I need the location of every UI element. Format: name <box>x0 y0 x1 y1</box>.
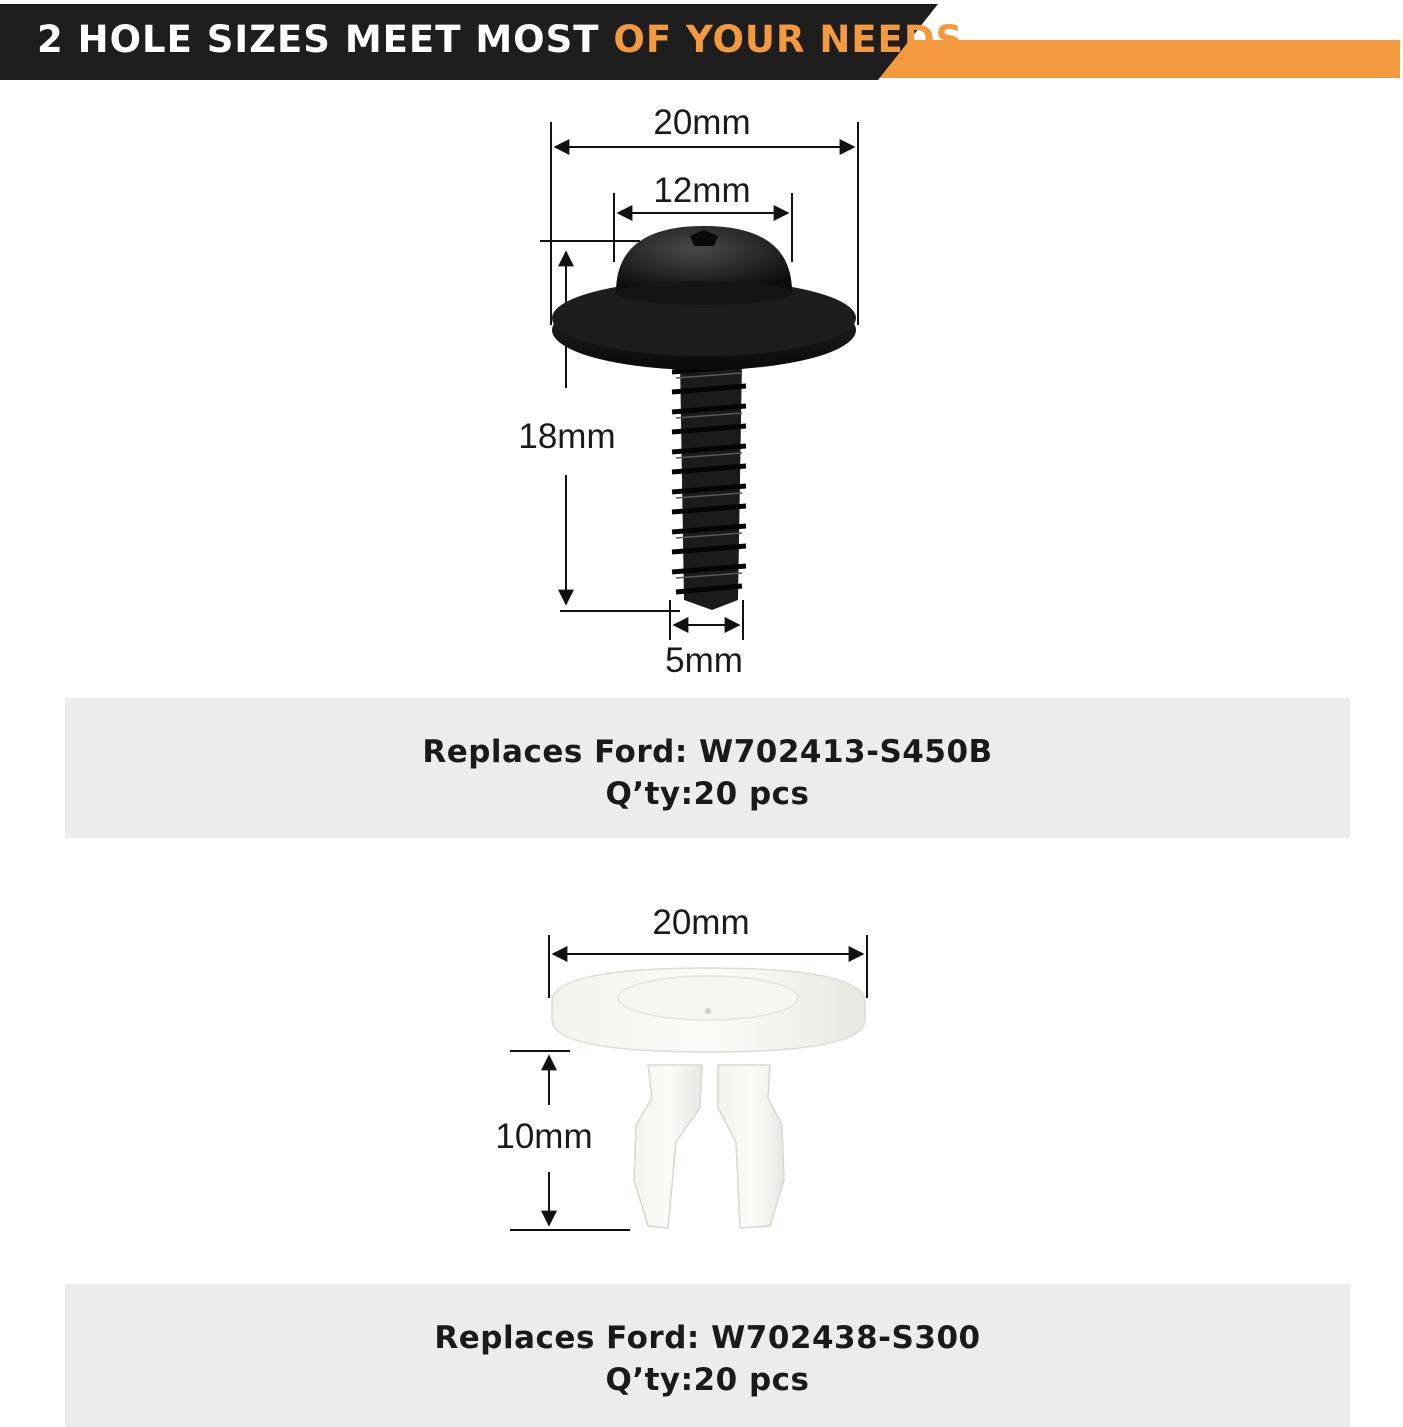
clip-figure <box>0 880 1403 1280</box>
screw-replaces: Replaces Ford: W702413-S450B <box>422 734 993 770</box>
clip-leg-right <box>718 1065 784 1228</box>
banner-title-part1: 2 HOLE SIZES MEET MOST <box>37 18 614 61</box>
clip-leg-left <box>634 1065 702 1228</box>
screw-dim-length: 18mm <box>518 417 616 456</box>
clip-replaces: Replaces Ford: W702438-S300 <box>434 1320 981 1356</box>
screw-figure <box>0 0 1403 700</box>
screw-dim-washer: 20mm <box>653 103 751 142</box>
clip-dim-diameter: 20mm <box>652 903 750 942</box>
screw-info-box <box>65 698 1350 838</box>
clip-dim-length: 10mm <box>495 1117 593 1156</box>
banner-title-accent: OF YOUR NEEDS <box>613 18 964 61</box>
screw-qty: Q’ty:20 pcs <box>605 776 810 812</box>
clip-qty: Q’ty:20 pcs <box>605 1362 810 1398</box>
screw-dim-thread: 5mm <box>665 641 743 680</box>
clip-info-box <box>65 1284 1350 1427</box>
screw-dim-head: 12mm <box>653 171 751 210</box>
